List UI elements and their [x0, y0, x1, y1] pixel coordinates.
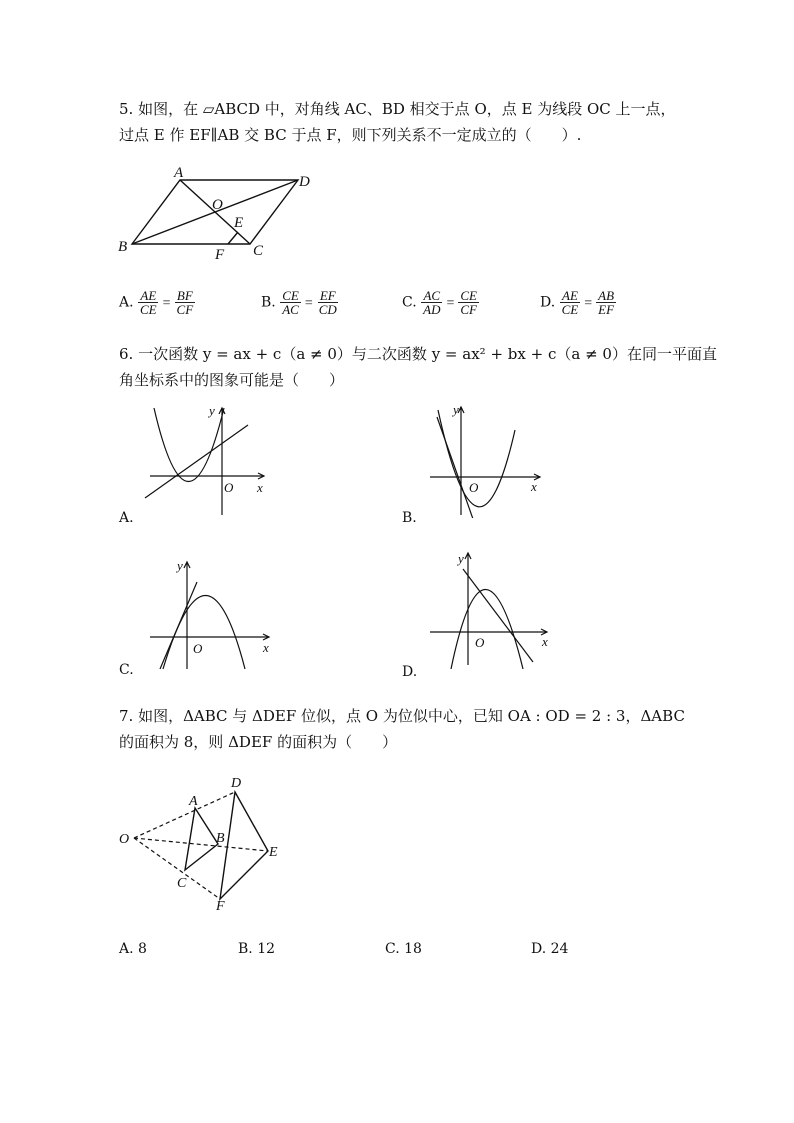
x-label: x [263, 640, 269, 655]
q5-option-b[interactable]: B. $\frac{CE}{AC}$ = $\frac{EF}{CD}$ [261, 288, 337, 317]
fraction: $\frac{AB}{EF}$ [598, 288, 615, 317]
q5-line-1: 5. 如图，在 ▱ABCD 中，对角线 AC、BD 相交于点 O，点 E 为线段 OC 上一点， [119, 100, 676, 118]
y-label: y [453, 403, 459, 417]
triangle-def [220, 792, 268, 899]
label-d: D [231, 776, 242, 791]
q7-homothety-figure [112, 772, 292, 912]
q7-line-2: 的面积为 8，则 ΔDEF 的面积为（ ） [119, 733, 398, 751]
fraction: $\frac{CE}{AC}$ [282, 288, 299, 317]
q6-line-1: 6. 一次函数 y = ax + c（a ≠ 0）与二次函数 y = ax² + bx + c（a ≠ 0）在同一平面直 [119, 345, 717, 363]
label-f: F [215, 247, 225, 263]
fraction: $\frac{AC}{AD}$ [423, 288, 441, 317]
question-5 [119, 96, 676, 148]
label-e: E [234, 215, 244, 231]
q7-option-c[interactable]: C. 18 [385, 941, 422, 957]
label-a: A [189, 794, 198, 809]
q6-option-a[interactable]: A. [119, 510, 134, 526]
q5-option-c[interactable]: C. $\frac{AC}{AD}$ = $\frac{CE}{CF}$ [402, 288, 477, 317]
fraction: $\frac{CE}{CF}$ [460, 288, 477, 317]
q6-line-2: 角坐标系中的图象可能是（ ） [119, 371, 345, 389]
y-label: y [209, 403, 215, 418]
label-o: O [119, 832, 130, 847]
y-label: y [177, 558, 183, 573]
q7-option-a[interactable]: A. 8 [119, 941, 147, 957]
q5-line-2: 过点 E 作 EF∥AB 交 BC 于点 F，则下列关系不一定成立的（ ）. [119, 126, 582, 144]
x-label: x [531, 479, 537, 494]
fraction: $\frac{EF}{CD}$ [318, 288, 337, 317]
question-6 [119, 341, 717, 393]
q5-option-a[interactable]: A. $\frac{AE}{CE}$ = $\frac{BF}{CF}$ [119, 288, 194, 317]
q7-line-1: 7. 如图，ΔABC 与 ΔDEF 位似，点 O 为位似中心，已知 OA : OD = 2 : 3，ΔABC [119, 707, 685, 725]
label-d: D [299, 174, 310, 190]
label-c: C [253, 243, 264, 259]
origin-label: O [469, 480, 479, 495]
line [437, 417, 473, 518]
q7-option-b[interactable]: B. 12 [238, 941, 276, 957]
fraction: $\frac{AE}{CE}$ [140, 288, 157, 317]
origin-label: O [193, 641, 203, 656]
q6-graph-c [145, 557, 275, 675]
x-label: x [542, 634, 548, 649]
fraction: $\frac{AE}{CE}$ [561, 288, 579, 317]
segment-ef [228, 232, 238, 244]
label-e: E [269, 845, 278, 860]
origin-label: O [224, 480, 234, 495]
triangle-abc [185, 808, 218, 870]
question-7 [119, 703, 685, 755]
q5-option-d[interactable]: D. $\frac{AE}{CE}$ = $\frac{AB}{EF}$ [540, 288, 615, 317]
q7-option-d[interactable]: D. 24 [531, 941, 569, 957]
label-b: B [118, 239, 128, 255]
q6-graph-d [425, 547, 553, 669]
label-o: O [212, 197, 223, 213]
q5-parallelogram-figure [112, 160, 327, 265]
q6-graph-a [140, 403, 275, 518]
label-a: A [174, 165, 184, 181]
y-label: y [458, 551, 464, 566]
label-c: C [177, 876, 187, 891]
line [160, 582, 197, 669]
dashed-oe [134, 838, 268, 851]
q6-graph-b [425, 403, 550, 518]
parabola [154, 408, 224, 482]
label-b: B [216, 831, 225, 846]
q6-option-c[interactable]: C. [119, 662, 134, 678]
label-f: F [216, 899, 225, 912]
line [463, 569, 533, 662]
origin-label: O [475, 635, 485, 650]
x-label: x [257, 480, 263, 495]
fraction: $\frac{BF}{CF}$ [176, 288, 194, 317]
q6-option-b[interactable]: B. [402, 510, 417, 526]
q6-option-d[interactable]: D. [402, 664, 418, 680]
